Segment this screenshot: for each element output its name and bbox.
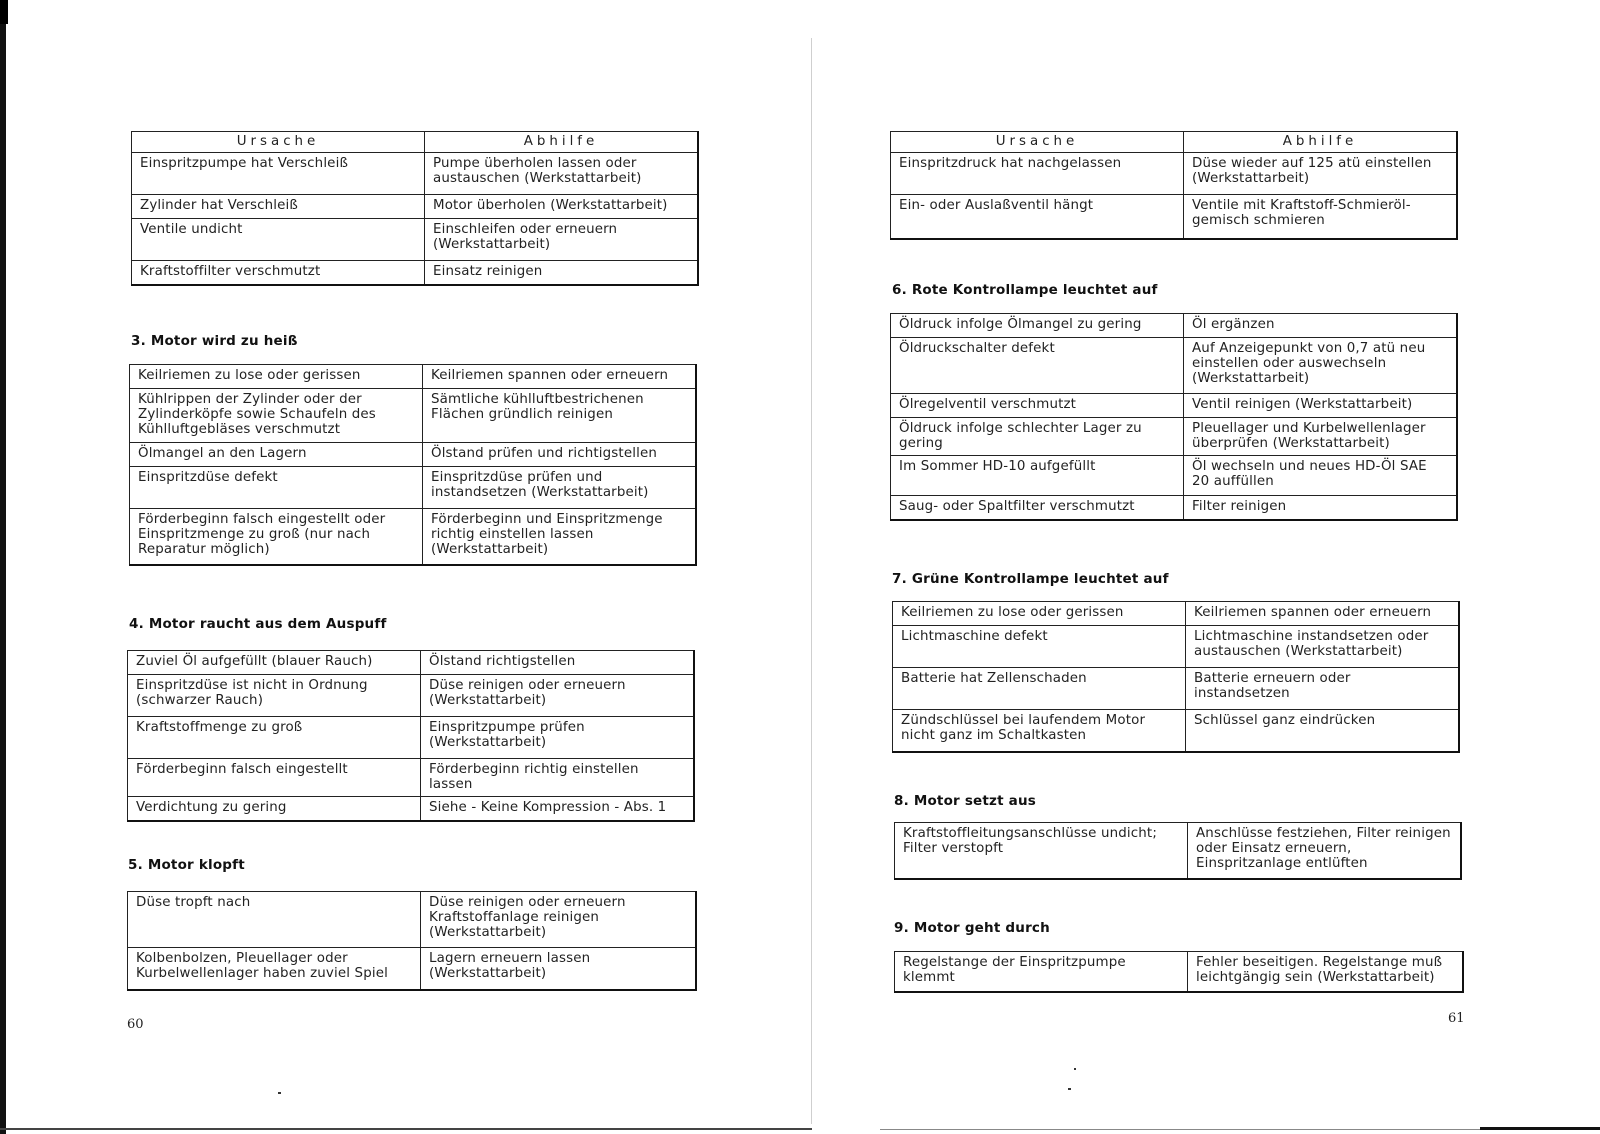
cause-cell: Öldruck infolge schlechter Lager zu gering	[891, 418, 1184, 456]
remedy-cell: Schlüssel ganz eindrücken	[1186, 710, 1460, 752]
cause-cell: Zündschlüssel bei laufendem Motor nicht ganz im Schaltkasten	[893, 710, 1186, 752]
remedy-cell: Förderbeginn richtig einstellen lassen	[421, 759, 695, 797]
table-row	[128, 797, 695, 821]
table-header-row	[891, 132, 1458, 153]
remedy-cell: Auf Anzeigepunkt von 0,7 atü neu einstellen oder auswechseln (Werkstattarbeit)	[1184, 338, 1458, 394]
cause-cell: Förderbeginn falsch eingestellt oder Einspritzmenge zu groß (nur nach Reparatur möglich)	[130, 509, 423, 565]
remedy-cell: Pleuellager und Kurbelwellenlager überprüfen (Werkstattarbeit)	[1184, 418, 1458, 456]
remedy-cell: Einschleifen oder erneuern (Werkstattarbeit)	[425, 219, 699, 261]
remedy-cell: Düse wieder auf 125 atü einstellen (Werkstattarbeit)	[1184, 153, 1458, 195]
table-row	[895, 823, 1462, 879]
remedy-cell: Keilriemen spannen oder erneuern	[423, 365, 697, 389]
cause-cell: Einspritzdüse ist nicht in Ordnung (schwarzer Rauch)	[128, 675, 421, 717]
remedy-cell: Ölstand prüfen und richtigstellen	[423, 443, 697, 467]
table-row	[891, 153, 1458, 195]
remedy-cell: Einspritzdüse prüfen und instandsetzen (Werkstattarbeit)	[423, 467, 697, 509]
table-row	[891, 195, 1458, 239]
table-row	[893, 626, 1460, 668]
cause-cell: Düse tropft nach	[128, 892, 421, 948]
cause-cell: Keilriemen zu lose oder gerissen	[893, 602, 1186, 626]
table-row	[128, 948, 697, 990]
table-row	[893, 668, 1460, 710]
page-number: 60	[127, 1017, 144, 1032]
remedy-cell: Ventile mit Kraftstoff-Schmieröl-gemisch schmieren	[1184, 195, 1458, 239]
remedy-cell: Keilriemen spannen oder erneuern	[1186, 602, 1460, 626]
page-number: 61	[1448, 1011, 1465, 1026]
cause-cell: Kraftstoffilter verschmutzt	[132, 261, 425, 285]
remedy-cell: Motor überholen (Werkstattarbeit)	[425, 195, 699, 219]
table-row	[895, 952, 1464, 992]
cause-cell: Batterie hat Zellenschaden	[893, 668, 1186, 710]
cause-cell: Einspritzdüse defekt	[130, 467, 423, 509]
table-row	[128, 717, 695, 759]
table-row	[132, 219, 699, 261]
section-heading: 4. Motor raucht aus dem Auspuff	[129, 616, 387, 632]
cause-cell: Keilriemen zu lose oder gerissen	[130, 365, 423, 389]
table-row	[130, 389, 697, 443]
cause-cell: Kolbenbolzen, Pleuellager oder Kurbelwellenlager haben zuviel Spiel	[128, 948, 421, 990]
cause-cell: Ventile undicht	[132, 219, 425, 261]
remedy-cell: Öl wechseln und neues HD-Öl SAE 20 auffüllen	[1184, 456, 1458, 496]
remedy-cell: Düse reinigen oder erneuern (Werkstattarbeit)	[421, 675, 695, 717]
table-section-9	[894, 951, 1464, 993]
table-row	[132, 153, 699, 195]
section-heading: 8. Motor setzt aus	[894, 793, 1037, 809]
cause-cell: Ein- oder Auslaßventil hängt	[891, 195, 1184, 239]
table-section-5	[127, 891, 697, 991]
header-remedy: Abhilfe	[1184, 132, 1458, 153]
table-row	[891, 456, 1458, 496]
table-right-top	[890, 131, 1458, 240]
remedy-cell: Batterie erneuern oder instandsetzen	[1186, 668, 1460, 710]
right-page	[812, 0, 1600, 1134]
remedy-cell: Einsatz reinigen	[425, 261, 699, 285]
section-heading: 9. Motor geht durch	[894, 920, 1050, 936]
cause-cell: Ölregelventil verschmutzt	[891, 394, 1184, 418]
table-row	[130, 509, 697, 565]
table-row	[891, 496, 1458, 520]
table-section-7	[892, 601, 1460, 753]
cause-cell: Förderbeginn falsch eingestellt	[128, 759, 421, 797]
section-heading: 7. Grüne Kontrollampe leuchtet auf	[892, 571, 1169, 587]
remedy-cell: Lichtmaschine instandsetzen oder austauschen (Werkstattarbeit)	[1186, 626, 1460, 668]
cause-cell: Verdichtung zu gering	[128, 797, 421, 821]
table-row	[128, 759, 695, 797]
remedy-cell: Förderbeginn und Einspritzmenge richtig einstellen lassen (Werkstattarbeit)	[423, 509, 697, 565]
header-cause: Ursache	[891, 132, 1184, 153]
remedy-cell: Öl ergänzen	[1184, 314, 1458, 338]
table-row	[891, 418, 1458, 456]
cause-cell: Kraftstoffleitungsanschlüsse undicht; Filter verstopft	[895, 823, 1188, 879]
cause-cell: Öldruck infolge Ölmangel zu gering	[891, 314, 1184, 338]
table-row	[893, 602, 1460, 626]
table-left-top	[131, 131, 699, 286]
table-row	[128, 675, 695, 717]
remedy-cell: Ventil reinigen (Werkstattarbeit)	[1184, 394, 1458, 418]
remedy-cell: Filter reinigen	[1184, 496, 1458, 520]
table-row	[130, 467, 697, 509]
remedy-cell: Siehe - Keine Kompression - Abs. 1	[421, 797, 695, 821]
cause-cell: Im Sommer HD-10 aufgefüllt	[891, 456, 1184, 496]
cause-cell: Zylinder hat Verschleiß	[132, 195, 425, 219]
table-row	[891, 338, 1458, 394]
cause-cell: Einspritzpumpe hat Verschleiß	[132, 153, 425, 195]
cause-cell: Lichtmaschine defekt	[893, 626, 1186, 668]
table-row	[891, 314, 1458, 338]
table-row	[891, 394, 1458, 418]
remedy-cell: Sämtliche kühlluftbestrichenen Flächen gründlich reinigen	[423, 389, 697, 443]
table-row	[128, 892, 697, 948]
cause-cell: Zuviel Öl aufgefüllt (blauer Rauch)	[128, 651, 421, 675]
cause-cell: Kraftstoffmenge zu groß	[128, 717, 421, 759]
table-row	[130, 443, 697, 467]
table-row	[128, 651, 695, 675]
header-cause: Ursache	[132, 132, 425, 153]
remedy-cell: Anschlüsse festziehen, Filter reinigen oder Einsatz erneuern, Einspritzanlage entlüften	[1188, 823, 1462, 879]
table-section-3	[129, 364, 697, 566]
remedy-cell: Lagern erneuern lassen (Werkstattarbeit)	[421, 948, 697, 990]
cause-cell: Kühlrippen der Zylinder oder der Zylinderköpfe sowie Schaufeln des Kühlluftgebläses verschmutzt	[130, 389, 423, 443]
table-row	[132, 195, 699, 219]
table-row	[130, 365, 697, 389]
cause-cell: Saug- oder Spaltfilter verschmutzt	[891, 496, 1184, 520]
table-row	[893, 710, 1460, 752]
cause-cell: Einspritzdruck hat nachgelassen	[891, 153, 1184, 195]
header-remedy: Abhilfe	[425, 132, 699, 153]
cause-cell: Ölmangel an den Lagern	[130, 443, 423, 467]
remedy-cell: Fehler beseitigen. Regelstange muß leichtgängig sein (Werkstattarbeit)	[1188, 952, 1464, 992]
section-heading: 3. Motor wird zu heiß	[131, 333, 298, 349]
cause-cell: Regelstange der Einspritzpumpe klemmt	[895, 952, 1188, 992]
section-heading: 5. Motor klopft	[128, 857, 245, 873]
table-row	[132, 261, 699, 285]
cause-cell: Öldruckschalter defekt	[891, 338, 1184, 394]
table-section-4	[127, 650, 695, 822]
table-header-row	[132, 132, 699, 153]
table-section-6	[890, 313, 1458, 521]
remedy-cell: Einspritzpumpe prüfen (Werkstattarbeit)	[421, 717, 695, 759]
remedy-cell: Ölstand richtigstellen	[421, 651, 695, 675]
remedy-cell: Pumpe überholen lassen oder austauschen (Werkstattarbeit)	[425, 153, 699, 195]
remedy-cell: Düse reinigen oder erneuern Kraftstoffanlage reinigen (Werkstattarbeit)	[421, 892, 697, 948]
section-heading: 6. Rote Kontrollampe leuchtet auf	[892, 282, 1158, 298]
table-section-8	[894, 822, 1462, 880]
